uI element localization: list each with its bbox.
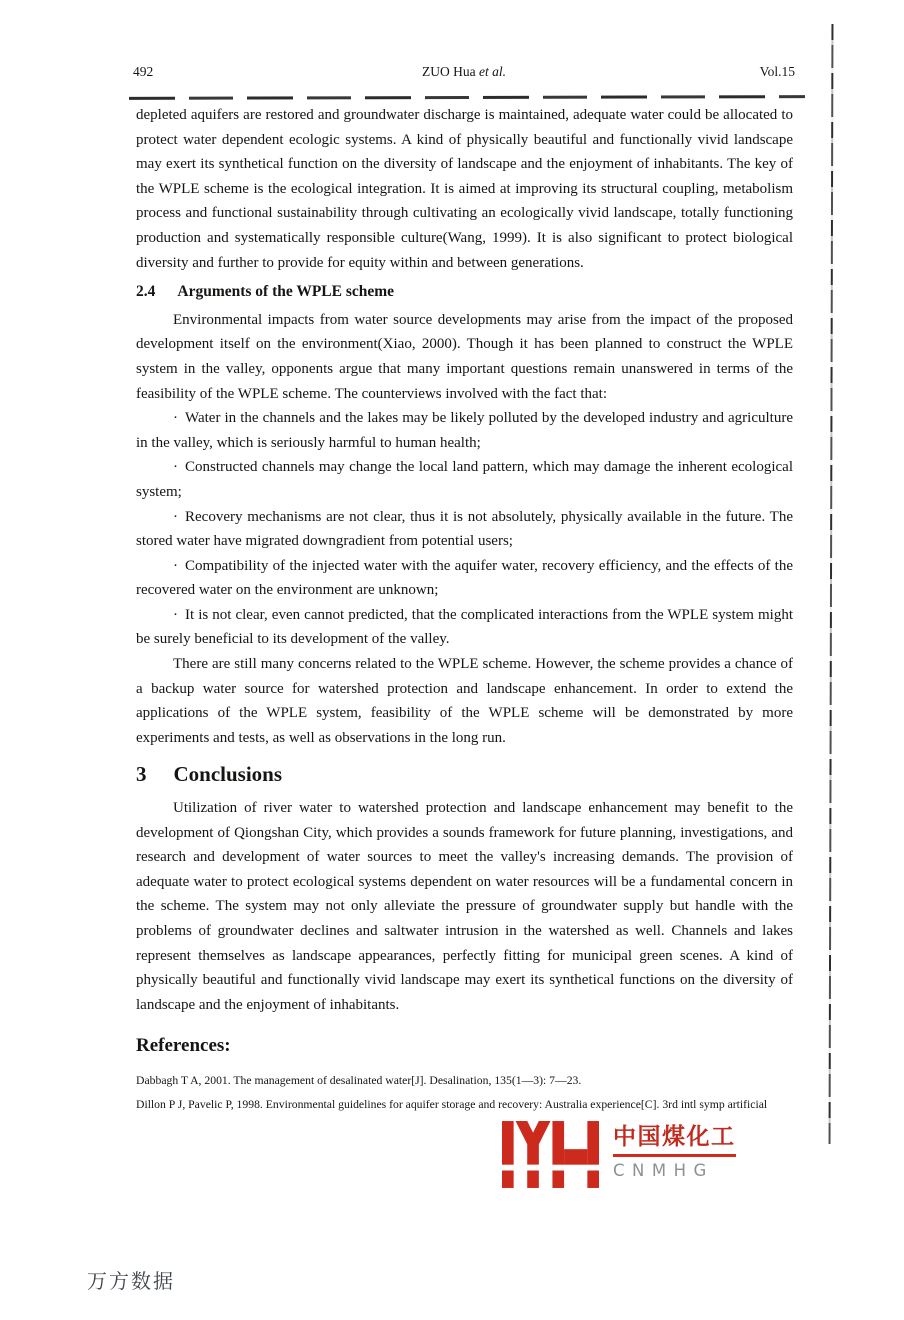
paragraph: Utilization of river water to watershed protection and landscape enhancement may benefit to the development of Qiongshan City, which provides a sounds framework for future planning, investigations, and research and development of water sources to meet the valley's increasing demands. The provision of adequate water to protect ecological systems dependent on water resources will be a fundamental concern in the scheme. The system may not only alleviate the pressure of groundwater supply but handle with the problems of groundwater declines and saltwater intrusion in the watershed as well. Channels and lakes represent themselves as landscape appearances, perfectly fitting for municipal green scenes. A kind of physically beautiful and functionally vivid landscape may exert its synthetical functions on the diversity of landscape and the enjoyment of inhabitants. <box>136 800 793 1013</box>
paragraph: Environmental impacts from water source developments may arise from the impact of the proposed development itself on the environment(Xiao, 2000). Though it has been planned to construct the WPLE system in the valley, opponents argue that many important questions remain unanswered in terms of the feasibility of the WPLE scheme. The counterviews involved with the fact that: <box>136 311 793 402</box>
bullet-text: Constructed channels may change the local land pattern, which may damage the inherent ecological system; <box>136 459 793 500</box>
volume-label: Vol.15 <box>759 64 795 79</box>
cnmhg-logo-text <box>613 1121 736 1180</box>
running-title <box>253 64 675 80</box>
cnmhg-chinese-name: 中国煤化工 <box>613 1124 736 1150</box>
scan-artifact-line <box>829 24 834 1144</box>
bullet-item <box>136 603 793 652</box>
reference-entry: Dabbagh T A, 2001. The management of desalinated water[J]. Desalination, 135(1—3): 7—23. <box>136 1073 582 1087</box>
paragraph-continued: depleted aquifers are restored and groundwater discharge is maintained, adequate water could be allocated to protect water dependent ecologic systems. A kind of physically beautiful and functionally vivid landscape may exert its synthetical function on the diversity of landscape and the enjoyment of inhabitants. The key of the WPLE scheme is the ecological integration. It is aimed at improving its structural coupling, metabolism process and functional sustainability through cultivating an ecologically vivid landscape, totally functioning production and systematically responsible culture(Wang, 1999). It is also significant to protect biological diversity and further to provide for equity within and between generations. <box>136 107 793 271</box>
cnmhg-logo <box>502 1121 736 1188</box>
bullet-dot: · <box>173 410 178 427</box>
bullet-item <box>136 554 793 603</box>
section-heading-conclusions <box>136 762 793 787</box>
section-title: Arguments of the WPLE scheme <box>177 283 395 301</box>
references-heading: References: <box>136 1035 231 1057</box>
bullet-item <box>136 505 793 554</box>
running-title-etal: et al. <box>479 64 506 79</box>
article-body <box>136 103 793 1118</box>
bullet-item <box>136 455 793 504</box>
section-heading-2-4 <box>136 280 793 305</box>
wanfang-data-watermark: 万方数据 <box>87 1269 175 1293</box>
running-title-author: ZUO Hua <box>422 64 476 79</box>
section-title: Conclusions <box>173 762 283 787</box>
bullet-text: Water in the channels and the lakes may be likely polluted by the developed industry and agriculture in the valley, which is seriously harmful to human health; <box>136 410 793 451</box>
bullet-dot: · <box>173 459 178 476</box>
page-number: 492 <box>133 64 154 79</box>
bullet-dot: · <box>173 508 178 525</box>
header-divider-rule <box>129 95 805 99</box>
section-number: 2.4 <box>136 283 156 301</box>
section-number: 3 <box>136 762 147 787</box>
page-header <box>133 64 795 80</box>
reference-entry: Dillon P J, Pavelic P, 1998. Environmental guidelines for aquifer storage and recovery: Australia experience[C]. 3rd intl symp artificial <box>136 1098 768 1112</box>
bullet-dot: · <box>173 557 178 574</box>
paragraph: There are still many concerns related to the WPLE scheme. However, the scheme provides a chance of a backup water source for watershed protection and landscape enhancement. In order to extend the applications of the WPLE system, feasibility of the WPLE scheme will be demonstrated by more experiments and tests, as well as observations in the long run. <box>136 656 793 746</box>
bullet-text: It is not clear, even cannot predicted, that the complicated interactions from the WPLE system might be surely beneficial to its development of the valley. <box>136 606 793 648</box>
bullet-dot: · <box>173 606 178 623</box>
cnmhg-mh-logo-icon <box>502 1121 599 1188</box>
cnmhg-english-name: CNMHG <box>613 1161 714 1181</box>
bullet-item <box>136 406 793 455</box>
bullet-text: Recovery mechanisms are not clear, thus it is not absolutely, physically available in the future. The stored water have migrated downgradient from potential users; <box>136 508 793 550</box>
cnmhg-logo-rule <box>613 1154 736 1157</box>
bullet-text: Compatibility of the injected water with the aquifer water, recovery efficiency, and the effects of the recovered water on the environment are unknown; <box>136 557 793 599</box>
